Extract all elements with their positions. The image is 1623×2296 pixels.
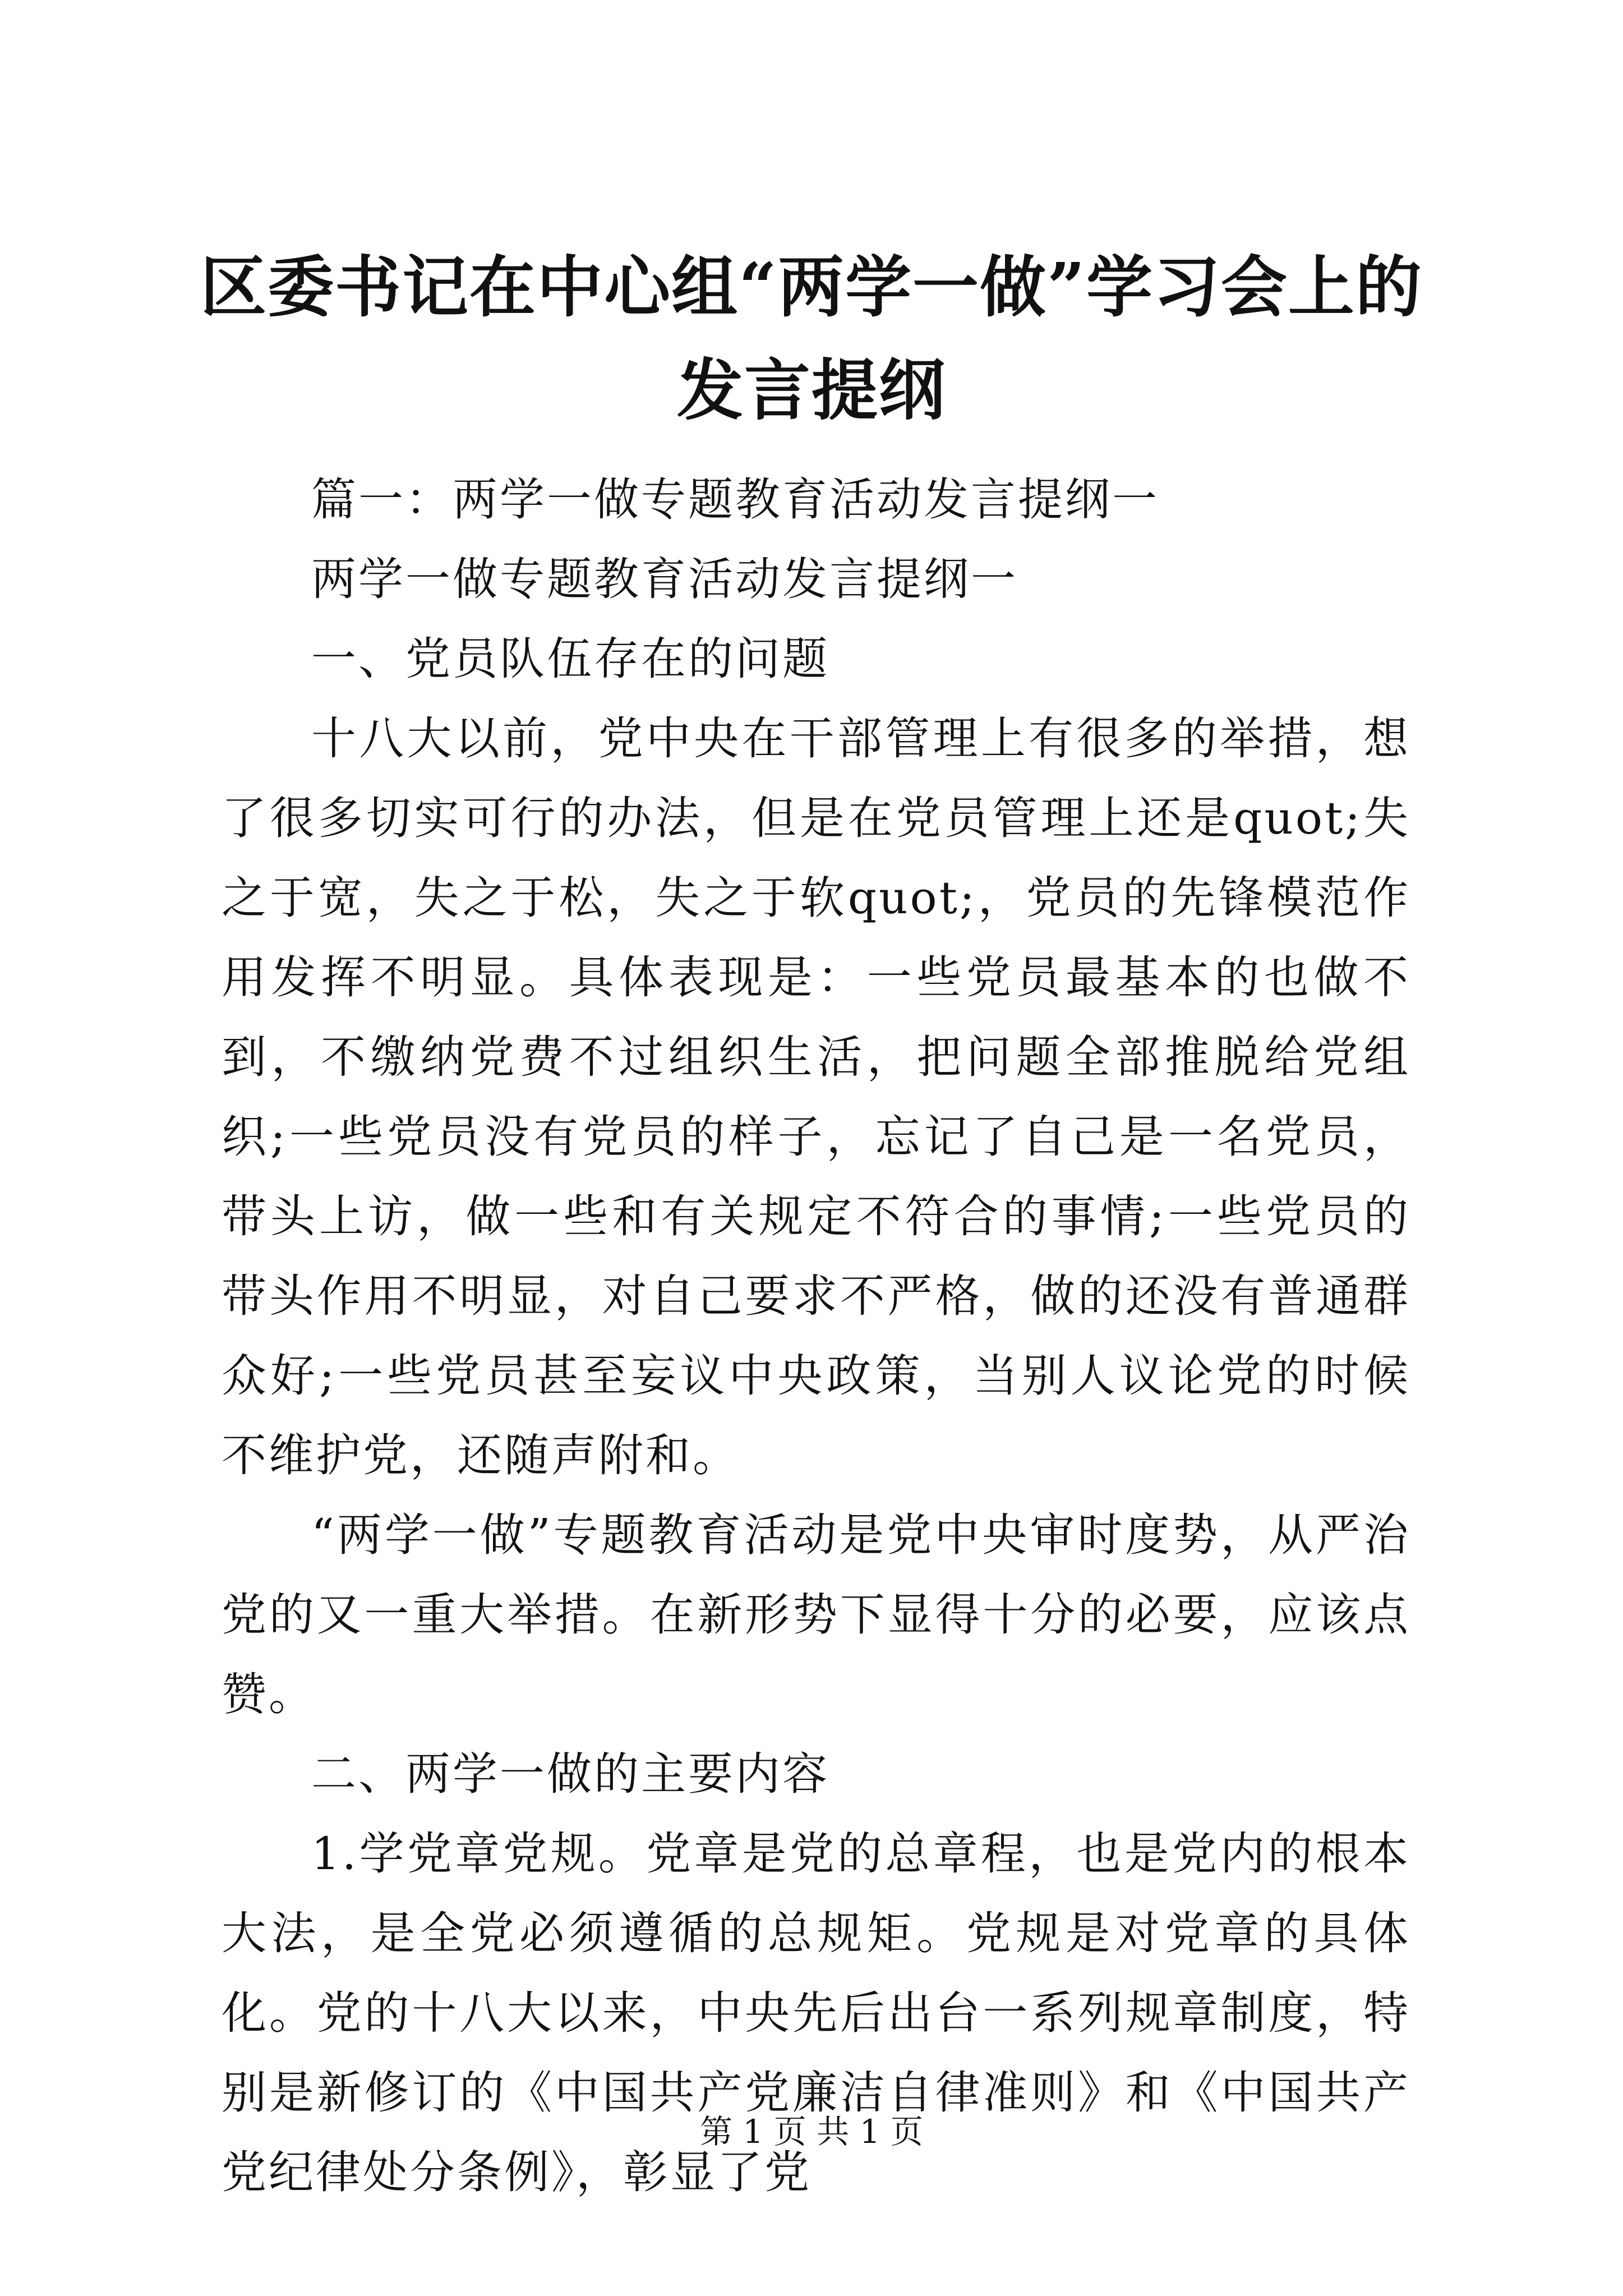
document-body <box>222 460 1410 2212</box>
paragraph-body: “两学一做”专题教育活动是党中央审时度势，从严治党的又一重大举措。在新形势下显得十分的必要，应该点赞。 <box>222 1509 1410 1720</box>
paragraph-subtitle: 两学一做专题教育活动发言提纲一 <box>311 553 1018 605</box>
page-number-footer: 第 1 页 共 1 页 <box>700 2113 923 2151</box>
paragraph-section-two-heading: 二、两学一做的主要内容 <box>311 1748 829 1800</box>
paragraph-body: 1.学党章党规。党章是党的总章程，也是党内的根本大法，是全党必须遵循的总规矩。党规是对党章的具体化。党的十八大以来，中央先后出台一系列规章制度，特别是新修订的《中国共产党廉洁自律准则》和《中国共产党纪律处分条例》，彰显了党 <box>222 1828 1410 2198</box>
document-title: 区委书记在中心组“两学一做”学习会上的发言提纲 <box>200 248 1423 429</box>
paragraph-heading-part-one: 篇一：两学一做专题教育活动发言提纲一 <box>311 473 1159 526</box>
paragraph-section-one-heading: 一、党员队伍存在的问题 <box>311 633 829 685</box>
paragraph-body: 十八大以前，党中央在干部管理上有很多的举措，想了很多切实可行的办法，但是在党员管理上还是quot;失之于宽，失之于松，失之于软quot;，党员的先锋模范作用发挥不明显。具体表现是：一些党员最基本的也做不到，不缴纳党费不过组织生活，把问题全部推脱给党组织;一些党员没有党员的样子，忘记了自己是一名党员，带头上访，做一些和有关规定不符合的事情;一些党员的带头作用不明显，对自己要求不严格，做的还没有普通群众好;一些党员甚至妄议中央政策，当别人议论党的时候不维护党，还随声附和。 <box>222 712 1410 1481</box>
